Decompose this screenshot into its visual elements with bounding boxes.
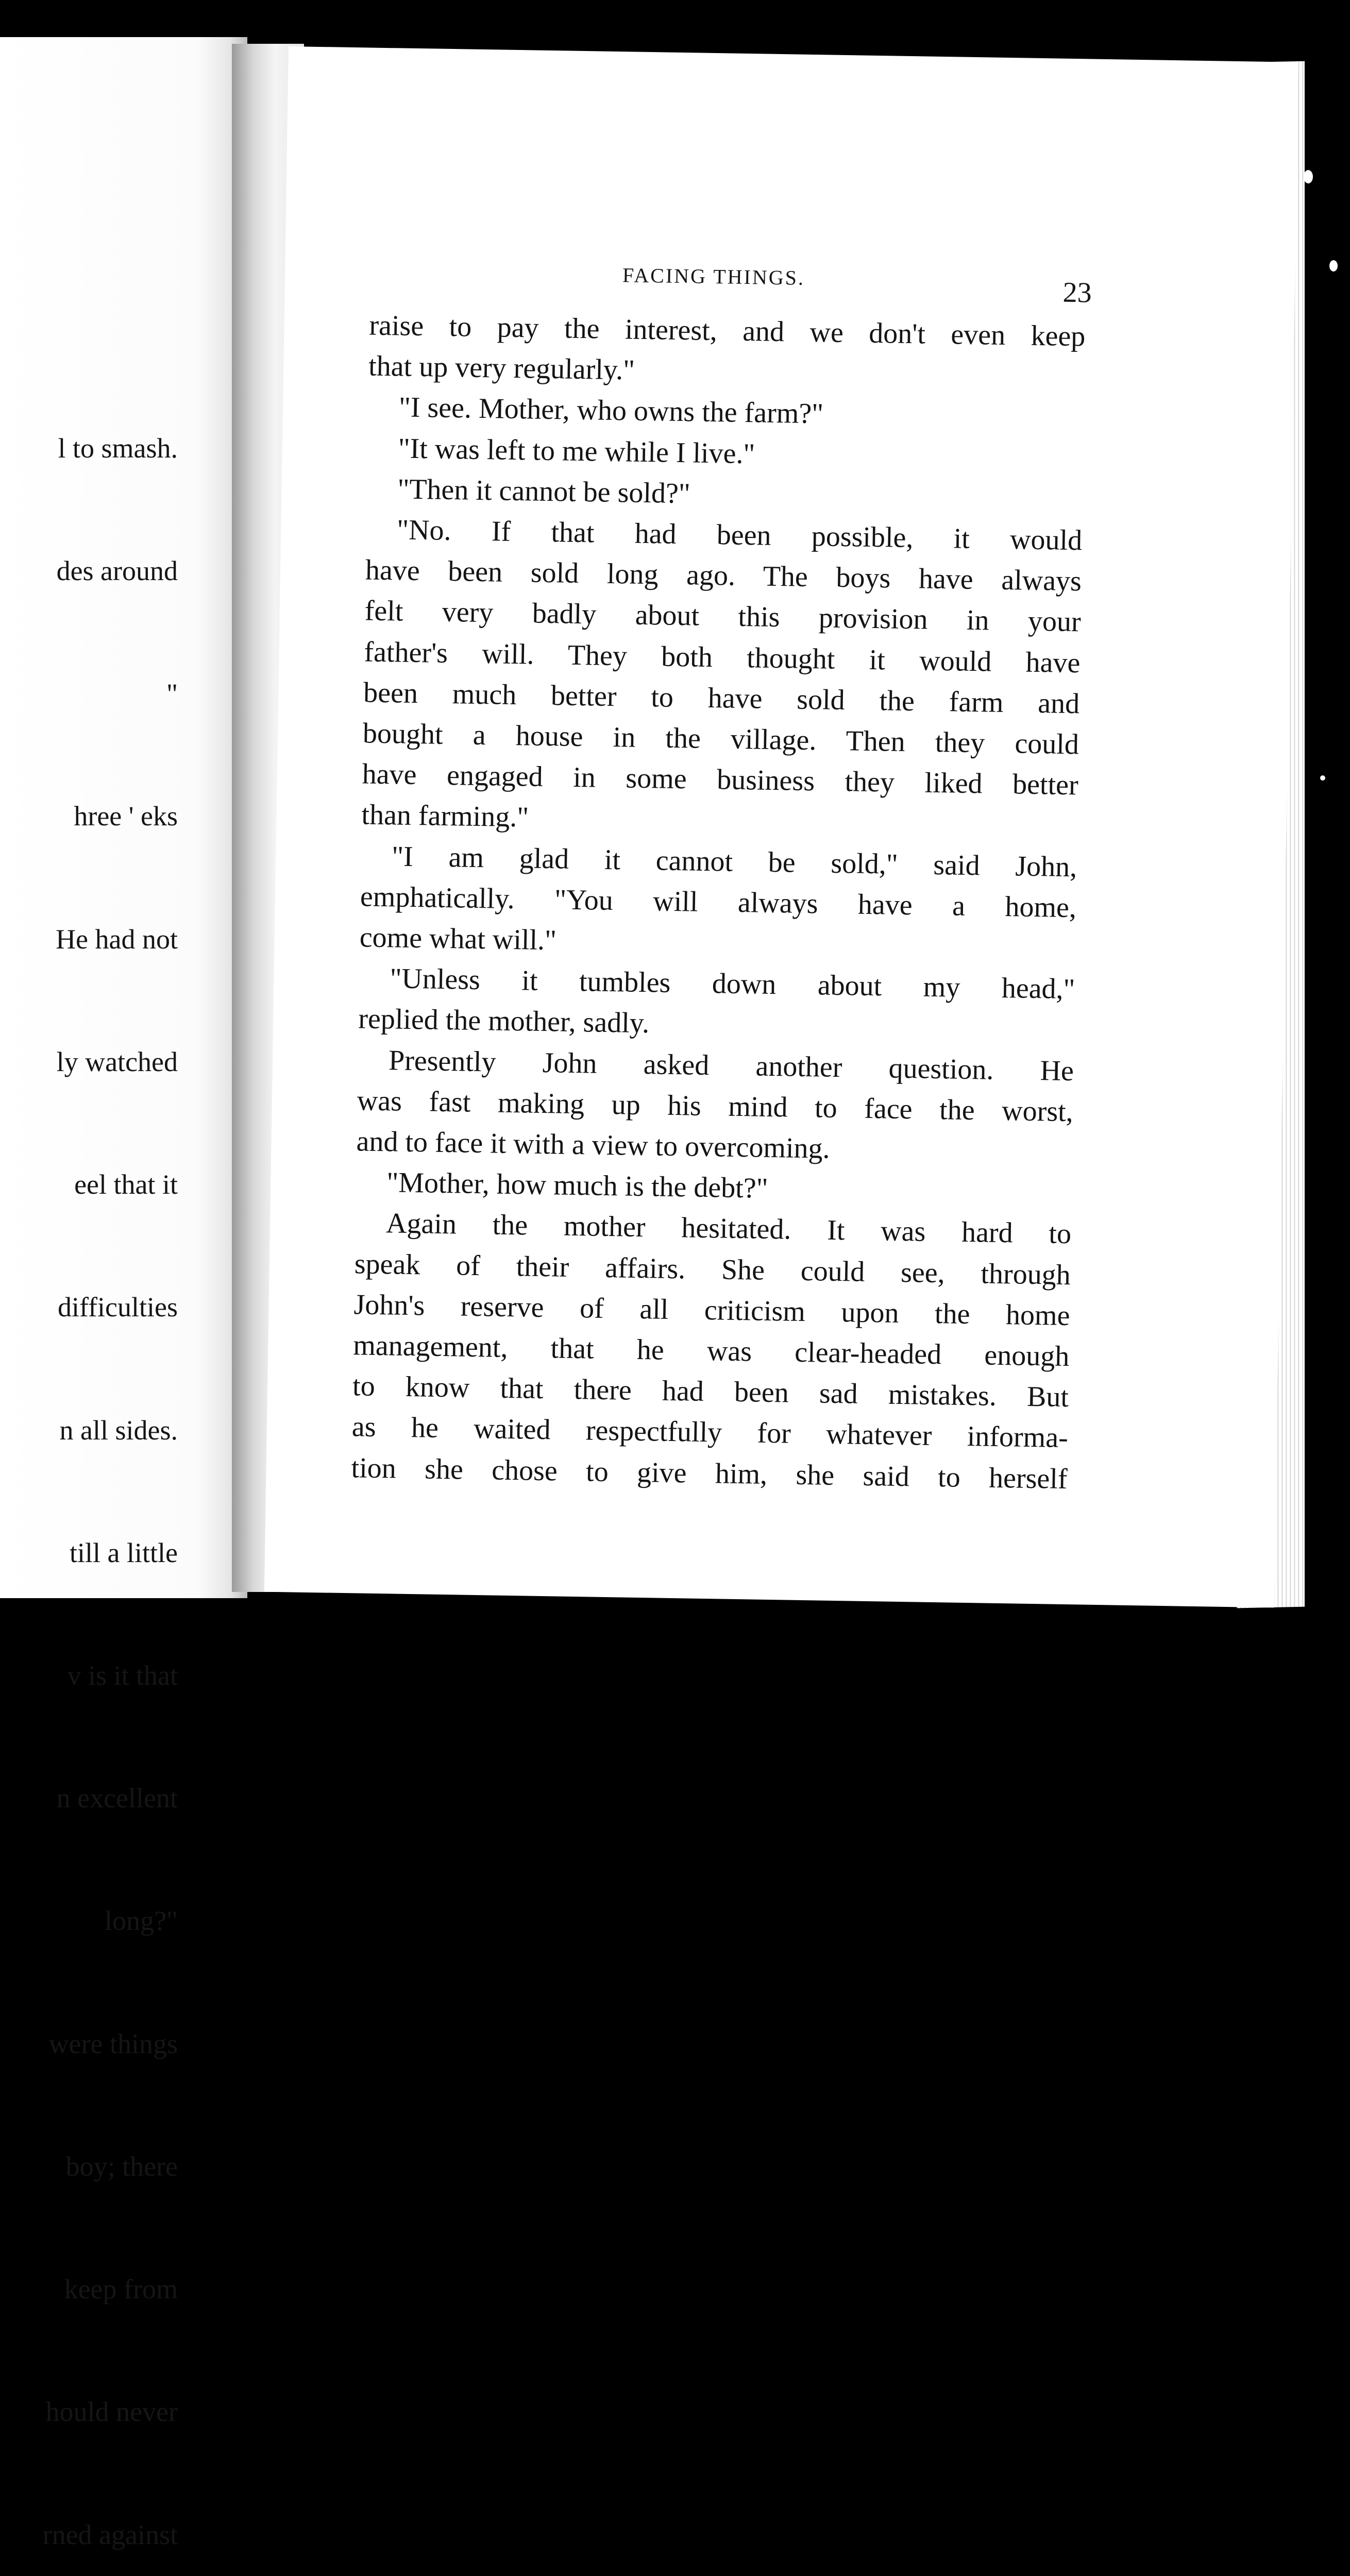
left-line: des around <box>56 555 178 587</box>
text-line: speak of their affairs. She could see, through <box>354 1247 1071 1291</box>
text-line: "I am glad it cannot be sold," said John, <box>391 840 1077 883</box>
left-line: hould never <box>45 2396 178 2428</box>
text-line: Presently John asked another question. He <box>388 1044 1074 1087</box>
text-line: than farming." <box>361 799 529 834</box>
left-line: " <box>166 678 178 709</box>
text-line: "Unless it tumbles down about my head," <box>390 962 1075 1006</box>
left-page-text <box>0 346 178 2576</box>
right-page <box>264 46 1298 1607</box>
left-line: He had not <box>56 923 178 955</box>
text-line: raise to pay the interest, and we don't even keep <box>369 309 1086 353</box>
left-line: difficulties <box>58 1292 178 1323</box>
left-line: ly watched <box>56 1046 178 1077</box>
left-line: n excellent <box>56 1783 178 1814</box>
body-text <box>351 306 1086 1500</box>
text-line: "No. If that had been possible, it would <box>396 514 1083 557</box>
scan-speck <box>1304 170 1313 183</box>
text-line: as he waited respectfully for whatever informa- <box>351 1411 1069 1454</box>
text-line: "Mother, how much is the debt?" <box>386 1166 769 1205</box>
text-line: John's reserve of all criticism upon the home <box>353 1289 1070 1332</box>
text-line: "Then it cannot be sold?" <box>397 473 691 510</box>
text-line: replied the mother, sadly. <box>358 1003 650 1040</box>
text-line: "It was left to me while I live." <box>398 432 755 470</box>
left-line: l to smash. <box>58 432 178 464</box>
left-line: boy; there <box>65 2150 178 2182</box>
text-line: felt very badly about this provision in your <box>364 595 1082 638</box>
running-head: FACING THINGS. <box>622 263 805 290</box>
text-line: that up very regularly." <box>368 350 635 386</box>
text-line: Again the mother hesitated. It was hard to <box>385 1207 1072 1250</box>
left-page <box>0 37 247 2550</box>
text-line: management, that he was clear-headed enough <box>352 1329 1070 1373</box>
left-line: hree ' eks <box>74 801 178 832</box>
text-line: emphatically. "You will always have a home, <box>360 880 1077 924</box>
text-line: "I see. Mother, who owns the farm?" <box>398 391 824 430</box>
text-line: have been sold long ago. The boys have always <box>365 554 1082 598</box>
left-line: eel that it <box>74 1169 178 1200</box>
scan-speck <box>1320 775 1325 781</box>
left-line: n all sides. <box>59 1414 178 1446</box>
text-line: have engaged in some business they liked better <box>362 758 1079 802</box>
left-line: rned against <box>42 2519 178 2550</box>
text-line: was fast making up his mind to face the worst, <box>357 1084 1074 1128</box>
scan-speck <box>1329 260 1338 272</box>
text-line: to know that there had been sad mistakes. But <box>352 1370 1069 1414</box>
text-line: been much better to have sold the farm and <box>363 676 1080 720</box>
text-line: bought a house in the village. Then they could <box>362 717 1079 761</box>
left-line: till a little <box>70 1537 178 1568</box>
text-line: come what will." <box>359 921 557 957</box>
text-line: father's will. They both thought it would have <box>364 636 1081 679</box>
left-line: keep from <box>64 2274 178 2305</box>
text-line: tion she chose to give him, she said to herself <box>351 1451 1068 1495</box>
left-line: long?" <box>104 1905 178 1937</box>
left-line: v is it that <box>67 1660 178 1691</box>
text-line: and to face it with a view to overcoming. <box>356 1125 831 1165</box>
left-line: were things <box>48 2028 178 2059</box>
page-number: 23 <box>1062 276 1092 309</box>
